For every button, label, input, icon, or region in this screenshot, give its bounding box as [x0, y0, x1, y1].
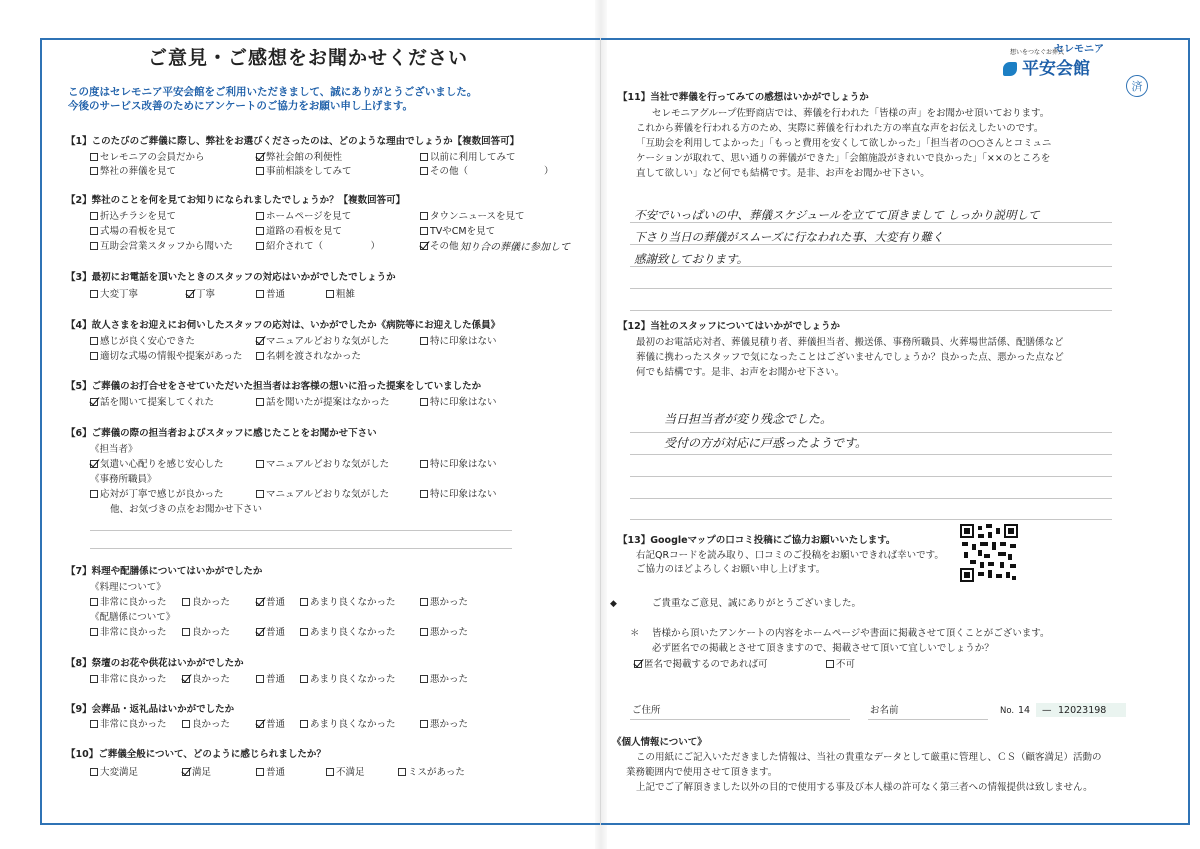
q6-staff-option-no-impression[interactable]: 特に印象はない: [420, 459, 497, 471]
q7-food-option-bad[interactable]: 悪かった: [420, 597, 468, 609]
q11-text-line: これから葬儀を行われる方のため、実際に葬儀を行われた方の率直な声をお伝えしたいのです。: [636, 123, 1044, 134]
checkbox[interactable]: [90, 352, 98, 360]
privacy-line-2: 業務範囲内で使用させて頂きます。: [626, 767, 778, 778]
q2-label: 【2】弊社のことを何を見てお知りになられましたでしょうか？【複数回答可】: [66, 195, 406, 206]
checkbox[interactable]: [256, 227, 264, 235]
q7-server-option-very-good[interactable]: 非常に良かった: [90, 627, 167, 639]
q12-answer-line[interactable]: [630, 498, 1112, 499]
q9-option-bad[interactable]: 悪かった: [420, 719, 468, 731]
q2-other-handwriting: 知り合の葬儀に参加して: [460, 242, 570, 253]
q6-staff-option-manual[interactable]: マニュアルどおりな気がした: [256, 459, 389, 471]
q2-option-venue-sign[interactable]: 式場の看板を見て: [90, 226, 176, 238]
q1-option-previous[interactable]: 以前に利用してみて: [420, 152, 516, 164]
checkbox[interactable]: [420, 720, 428, 728]
checkbox-checked[interactable]: [182, 675, 190, 683]
checkbox[interactable]: [256, 352, 264, 360]
checkbox[interactable]: [90, 212, 98, 220]
q13-label: 【13】Googleマップの口コミ投稿にご協力お願いいたします。: [618, 535, 896, 546]
q1-option-member[interactable]: セレモニアの会員だから: [90, 152, 205, 164]
q7-food-option-normal[interactable]: 普通: [256, 597, 285, 609]
q2-option-other[interactable]: その他: [420, 241, 459, 253]
q7-label: 【7】料理や配膳係についてはいかがでしたか: [66, 566, 263, 577]
checkbox[interactable]: [256, 398, 264, 406]
checkbox[interactable]: [90, 768, 98, 776]
q12-text-line: 葬儀に携わったスタッフで気になったことはございませんでしょうか？良かった点、悪かった点など: [636, 352, 1064, 363]
checkbox[interactable]: [420, 167, 428, 175]
q1-option-facility[interactable]: 弊社会館の利便性: [256, 152, 342, 164]
q11-handwritten-line: 感謝致しております。: [634, 252, 749, 266]
checkbox[interactable]: [256, 242, 264, 250]
checkbox-checked[interactable]: [90, 398, 98, 406]
diamond-icon: ◆: [610, 599, 617, 609]
q3-label: 【3】最初にお電話を頂いたときのスタッフの対応はいかがでしたでしょうか: [66, 272, 396, 283]
checkbox[interactable]: [300, 675, 308, 683]
name-label: お名前: [870, 705, 899, 716]
q2-option-flyer[interactable]: 折込チラシを見て: [90, 211, 176, 223]
q9-label: 【9】会葬品・返礼品はいかがでしたか: [66, 704, 235, 715]
q9-option-good[interactable]: 良かった: [182, 719, 230, 731]
q3-option-rough[interactable]: 粗雑: [326, 289, 355, 301]
q12-answer-line[interactable]: [630, 432, 1112, 433]
qr-code-icon[interactable]: [960, 524, 1018, 582]
checkbox[interactable]: [420, 337, 428, 345]
checkbox[interactable]: [326, 768, 334, 776]
no-value: 14: [1018, 705, 1031, 716]
checkbox[interactable]: [300, 598, 308, 606]
publish-option-no[interactable]: 不可: [826, 659, 855, 671]
q10-option-unsatisfied[interactable]: 不満足: [326, 767, 365, 779]
privacy-title: 《個人情報について》: [612, 737, 707, 748]
checkbox-checked[interactable]: [90, 460, 98, 468]
checkbox-checked[interactable]: [420, 242, 428, 250]
q4-option-no-impression[interactable]: 特に印象はない: [420, 336, 497, 348]
checkbox[interactable]: [90, 675, 98, 683]
q10-option-normal[interactable]: 普通: [256, 767, 285, 779]
q6-answer-line[interactable]: [90, 548, 512, 549]
q3-option-normal[interactable]: 普通: [256, 289, 285, 301]
checkbox[interactable]: [826, 660, 834, 668]
q12-answer-line[interactable]: [630, 519, 1112, 520]
q11-label: 【11】当社で葬儀を行ってみての感想はいかがでしょうか: [618, 92, 869, 103]
checkbox[interactable]: [90, 153, 98, 161]
checkbox[interactable]: [90, 628, 98, 636]
checkbox-checked[interactable]: [182, 768, 190, 776]
no-dash: —: [1042, 705, 1052, 716]
q6-office-option-polite[interactable]: 応対が丁寧で感じが良かった: [90, 489, 224, 501]
checkbox[interactable]: [256, 212, 264, 220]
q2-option-road-sign[interactable]: 道路の看板を見て: [256, 226, 342, 238]
checkbox[interactable]: [182, 720, 190, 728]
q11-answer-line[interactable]: [630, 310, 1112, 311]
publish-option-anonymous[interactable]: 匿名で掲載するのであれば可: [634, 659, 768, 671]
q6-staff-option-care[interactable]: 気遣い心配りを感じ安心した: [90, 459, 224, 471]
checkbox-checked[interactable]: [256, 720, 264, 728]
q2-option-town-news[interactable]: タウンニュースを見て: [420, 211, 525, 223]
checkbox[interactable]: [90, 227, 98, 235]
logo-name: 平安会館: [1022, 59, 1090, 79]
checkbox[interactable]: [90, 598, 98, 606]
checkbox-checked[interactable]: [256, 153, 264, 161]
checkbox-checked[interactable]: [256, 598, 264, 606]
q4-option-reassuring[interactable]: 感じが良く安心できた: [90, 336, 195, 348]
q13-text-line: ご協力のほどよろしくお願い申し上げます。: [636, 564, 826, 575]
checkbox-checked[interactable]: [186, 290, 194, 298]
q5-option-no-proposal[interactable]: 話を聞いたが提案はなかった: [256, 397, 390, 409]
q7-server-option-good[interactable]: 良かった: [182, 627, 230, 639]
q9-option-not-good[interactable]: あまり良くなかった: [300, 719, 396, 731]
q11-handwritten-line: 不安でいっぱいの中、葬儀スケジュールを立てて頂きまして しっかり説明して: [634, 208, 1040, 222]
q8-option-not-good[interactable]: あまり良くなかった: [300, 674, 396, 686]
q10-option-mistake[interactable]: ミスがあった: [398, 767, 465, 779]
checkbox[interactable]: [420, 598, 428, 606]
checkbox[interactable]: [300, 628, 308, 636]
q13-text-line: 右記QRコードを読み取り、口コミのご投稿をお願いできれば幸いです。: [636, 550, 944, 561]
q7-sub-food: 《料理について》: [90, 582, 166, 593]
q6-other-prompt: 他、お気づきの点をお聞かせ下さい: [110, 504, 263, 515]
q12-text-line: 最初のお電話応対者、葬儀見積り者、葬儀担当者、搬送係、事務所職員、火葬場世話係、配膳係など: [636, 337, 1064, 348]
q2-option-tv[interactable]: TVやCMを見て: [420, 226, 495, 238]
checkbox[interactable]: [90, 242, 98, 250]
closing-note-2: 必ず匿名での掲載とさせて頂きますので、掲載させて頂いて宜しいでしょうか？: [652, 643, 994, 654]
q6-office-option-no-impression[interactable]: 特に印象はない: [420, 489, 497, 501]
q12-text-line: 何でも結構です。是非、お声をお聞かせ下さい。: [636, 367, 845, 378]
page-title: ご意見・ご感想をお聞かせください: [148, 47, 469, 69]
q7-server-option-bad[interactable]: 悪かった: [420, 627, 468, 639]
checkbox[interactable]: [420, 153, 428, 161]
q12-answer-line[interactable]: [630, 454, 1112, 455]
checkbox[interactable]: [420, 675, 428, 683]
q1-label: 【1】このたびのご葬儀に際し、弊社をお選びくださったのは、どのような理由でしょうか【複数回答可】: [66, 136, 520, 147]
q10-option-very-satisfied[interactable]: 大変満足: [90, 767, 138, 779]
asterisk-icon: ＊: [630, 628, 640, 639]
no-label: No.: [1000, 706, 1015, 716]
q4-option-venue-info[interactable]: 適切な式場の情報や提案があった: [90, 351, 242, 363]
q5-label: 【5】ご葬儀のお打合せをさせていただいた担当者はお客様の想いに沿った提案をしていましたか: [66, 381, 482, 392]
q12-label: 【12】当社のスタッフについてはいかがでしょうか: [618, 321, 841, 332]
q7-server-option-normal[interactable]: 普通: [256, 627, 285, 639]
center-fold: [600, 38, 601, 825]
q9-option-normal[interactable]: 普通: [256, 719, 285, 731]
checkbox[interactable]: [398, 768, 406, 776]
checkbox[interactable]: [420, 490, 428, 498]
q4-option-manual[interactable]: マニュアルどおりな気がした: [256, 336, 389, 348]
q6-sub-office: 《事務所職員》: [90, 474, 157, 485]
checkbox[interactable]: [420, 227, 428, 235]
checkbox[interactable]: [420, 460, 428, 468]
checkbox-checked[interactable]: [256, 628, 264, 636]
checkbox[interactable]: [90, 720, 98, 728]
checkbox[interactable]: [256, 768, 264, 776]
intro-line-2: 今後のサービス改善のためにアンケートのご協力をお願い申し上げます。: [68, 100, 414, 112]
logo-icon: [1003, 62, 1017, 76]
q1-option-consult[interactable]: 事前相談をしてみて: [256, 166, 352, 178]
checkbox[interactable]: [256, 290, 264, 298]
closing-note-1: 皆様から頂いたアンケートの内容をホームページや書面に掲載させて頂くことがございます。: [652, 628, 1050, 639]
address-label: ご住所: [632, 705, 661, 716]
q1-option-other[interactable]: その他（ ）: [420, 166, 554, 178]
checkbox-checked[interactable]: [634, 660, 642, 668]
checkbox[interactable]: [182, 598, 190, 606]
serial-value: 12023198: [1058, 705, 1107, 716]
privacy-line-1: この用紙にご記入いただきました情報は、当社の貴重なデータとして厳重に管理し、ＣＳ（顧客満足）活動の: [636, 752, 1102, 763]
q11-text-line: ケーションが取れて、思い通りの葬儀ができた」「会館施設がきれいで良かった」「××のところを: [636, 153, 1051, 164]
q8-option-normal[interactable]: 普通: [256, 674, 285, 686]
q7-sub-server: 《配膳係について》: [90, 612, 176, 623]
q10-label: 【10】ご葬儀全般について、どのように感じられましたか？: [66, 749, 326, 760]
q8-option-good[interactable]: 良かった: [182, 674, 230, 686]
q11-text-line: 「互助会を利用してよかった」「もっと費用を安くして欲しかった」「担当者の○○さんとコミュニ: [636, 138, 1052, 149]
q4-label: 【4】故人さまをお迎えにお伺いしたスタッフの応対は、いかがでしたか《病院等にお迎えした係員》: [66, 320, 501, 331]
checkbox[interactable]: [256, 675, 264, 683]
checkbox[interactable]: [326, 290, 334, 298]
checkbox[interactable]: [420, 398, 428, 406]
checkbox[interactable]: [420, 212, 428, 220]
checkbox[interactable]: [300, 720, 308, 728]
q5-option-proposed[interactable]: 話を聞いて提案してくれた: [90, 397, 214, 409]
q3-option-polite[interactable]: 丁寧: [186, 289, 215, 301]
q2-option-staff[interactable]: 互助会営業スタッフから聞いた: [90, 241, 233, 253]
logo-brand: セレモニア: [1054, 44, 1104, 55]
q7-food-option-good[interactable]: 良かった: [182, 597, 230, 609]
q11-text-line: セレモニアグループ佐野商店では、葬儀を行われた「皆様の声」をお聞かせ頂いております。: [652, 108, 1050, 119]
logo-tagline: 想いをつなぐお葬式: [1010, 49, 1065, 56]
q9-option-very-good[interactable]: 非常に良かった: [90, 719, 167, 731]
q12-handwritten-line: 受付の方が対応に戸惑ったようです。: [664, 436, 868, 450]
checkbox-checked[interactable]: [256, 337, 264, 345]
checkbox[interactable]: [256, 167, 264, 175]
q11-handwritten-line: 下さり当日の葬儀がスムーズに行なわれた事、大変有り難く: [634, 230, 944, 244]
checkbox[interactable]: [90, 337, 98, 345]
q5-option-no-impression[interactable]: 特に印象はない: [420, 397, 497, 409]
checkbox[interactable]: [182, 628, 190, 636]
checkbox[interactable]: [90, 490, 98, 498]
privacy-line-3: 上記でご了解頂きました以外の目的で使用する事及び本人様の許可なく第三者への情報提供は致しません。: [636, 782, 1093, 793]
processed-stamp: 済: [1126, 75, 1148, 97]
q7-server-option-not-good[interactable]: あまり良くなかった: [300, 627, 396, 639]
checkbox[interactable]: [256, 490, 264, 498]
closing-thanks: ご貴重なご意見、誠にありがとうございました。: [652, 598, 862, 609]
q4-option-no-card[interactable]: 名刺を渡されなかった: [256, 351, 361, 363]
q1-option-seen-funeral[interactable]: 弊社の葬儀を見て: [90, 166, 176, 178]
q7-food-option-very-good[interactable]: 非常に良かった: [90, 597, 167, 609]
q6-sub-staff: 《担当者》: [90, 444, 138, 455]
q12-answer-line[interactable]: [630, 476, 1112, 477]
q8-label: 【8】祭壇のお花や供花はいかがでしたか: [66, 658, 244, 669]
q3-option-very-polite[interactable]: 大変丁寧: [90, 289, 138, 301]
q12-handwritten-line: 当日担当者が変り残念でした。: [664, 412, 833, 426]
q2-option-homepage[interactable]: ホームページを見て: [256, 211, 351, 223]
q6-answer-line[interactable]: [90, 530, 512, 531]
checkbox[interactable]: [90, 167, 98, 175]
q11-answer-line[interactable]: [630, 288, 1112, 289]
address-field[interactable]: [630, 719, 850, 720]
q11-text-line: 直して欲しい」など何でも結構です。是非、お声をお聞かせ下さい。: [636, 168, 930, 179]
q10-option-satisfied[interactable]: 満足: [182, 767, 211, 779]
q8-option-bad[interactable]: 悪かった: [420, 674, 468, 686]
q6-label: 【6】ご葬儀の際の担当者およびスタッフに感じたことをお聞かせ下さい: [66, 428, 377, 439]
checkbox[interactable]: [90, 290, 98, 298]
q7-food-option-not-good[interactable]: あまり良くなかった: [300, 597, 396, 609]
checkbox[interactable]: [420, 628, 428, 636]
q6-office-option-manual[interactable]: マニュアルどおりな気がした: [256, 489, 389, 501]
intro-line-1: この度はセレモニア平安会館をご利用いただきまして、誠にありがとうございました。: [68, 86, 478, 98]
checkbox[interactable]: [256, 460, 264, 468]
name-field[interactable]: [868, 719, 988, 720]
q8-option-very-good[interactable]: 非常に良かった: [90, 674, 167, 686]
q2-option-referral[interactable]: 紹介されて（ ）: [256, 241, 380, 253]
